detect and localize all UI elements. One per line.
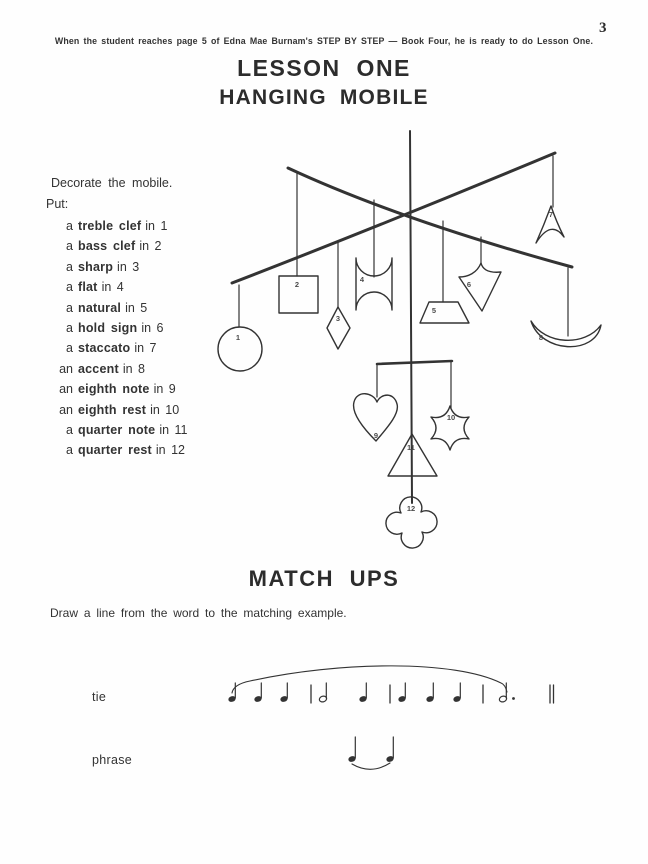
match-ups-title: MATCH UPS: [248, 566, 400, 591]
put-item: [46, 420, 188, 440]
item-term: eighth note: [78, 382, 150, 397]
put-item: [46, 400, 188, 420]
item-term: quarter rest: [78, 443, 152, 458]
item-article: a: [66, 239, 73, 254]
phrase-arc: [232, 666, 507, 693]
item-article: a: [66, 341, 73, 356]
item-term: eighth rest: [78, 402, 147, 417]
mobile-shape-star: [431, 406, 469, 450]
item-article: an: [59, 402, 73, 417]
mobile-shape-quatrefoil: [386, 497, 437, 548]
shape-number: 2: [294, 280, 300, 289]
item-term: treble clef: [78, 219, 142, 233]
instructions-lead: Decorate the mobile.: [51, 176, 173, 190]
phrase-example-notes: [348, 737, 395, 763]
page-number: 3: [599, 20, 607, 36]
item-rest: in 6: [141, 320, 164, 335]
mobile-shapes: [218, 206, 601, 548]
put-item: [46, 318, 188, 338]
match-ups-instruction: Draw a line from the word to the matching example.: [50, 606, 347, 620]
item-article: a: [66, 300, 73, 315]
item-rest: in 12: [155, 443, 185, 458]
lesson-subtitle: HANGING MOBILE: [219, 86, 429, 109]
item-rest: in 9: [153, 382, 176, 397]
item-rest: in 5: [125, 300, 148, 315]
mobile-shape-trapezoid: [420, 302, 469, 323]
mobile-shape-square: [279, 276, 318, 313]
mobile-shape-circle: [218, 327, 262, 371]
shape-number: 12: [406, 504, 416, 513]
put-list: [46, 216, 188, 461]
item-term: natural: [78, 300, 122, 315]
item-article: a: [66, 320, 73, 335]
mobile-strings: [239, 156, 568, 408]
put-item: [46, 338, 188, 358]
shape-number: 1: [235, 333, 241, 342]
item-article: an: [59, 361, 73, 376]
item-article: a: [66, 219, 73, 233]
item-article: a: [66, 443, 73, 458]
shape-number: 4: [359, 275, 365, 284]
tie-example: [228, 666, 554, 703]
mobile-lower-bar: [377, 361, 452, 364]
tie-curve: [352, 763, 390, 769]
mobile-shape-crescent: [531, 321, 601, 347]
item-term: quarter note: [78, 422, 156, 437]
put-item: [46, 440, 188, 460]
mobile-frame: [232, 131, 572, 503]
shape-number: 7: [548, 210, 554, 219]
mobile-shape-diamond: [327, 307, 350, 349]
item-rest: in 2: [139, 239, 162, 254]
item-term: accent: [78, 361, 119, 376]
put-item: [46, 298, 188, 318]
lesson-title: LESSON ONE: [237, 55, 411, 81]
mobile-shape-arrowhead-down: [459, 263, 501, 311]
phrase-example: [348, 737, 395, 769]
item-rest: in 7: [134, 341, 157, 356]
shape-number: 5: [431, 306, 437, 315]
mobile-shape-spool: [356, 258, 392, 310]
shape-number: 8: [538, 333, 544, 342]
mobile-shape-chevron-up: [536, 206, 564, 243]
mobile-bar-left-right: [288, 168, 572, 267]
item-rest: in 8: [122, 361, 145, 376]
put-item: [46, 359, 188, 379]
item-term: flat: [78, 280, 98, 295]
item-rest: in 3: [117, 259, 140, 274]
item-article: a: [66, 259, 73, 274]
item-rest: in 4: [101, 280, 124, 295]
put-item: [46, 216, 188, 236]
item-article: a: [66, 422, 73, 437]
item-article: a: [66, 280, 73, 295]
mobile-shape-triangle: [388, 434, 437, 476]
put-item: [46, 236, 188, 256]
mobile-shape-heart: [354, 394, 398, 441]
shape-number: 6: [466, 280, 472, 289]
item-rest: in 10: [150, 402, 180, 417]
put-item: [46, 277, 188, 297]
match-word-phrase[interactable]: phrase: [92, 753, 133, 767]
item-rest: in 1: [145, 219, 168, 233]
shape-number: 10: [446, 413, 456, 422]
tie-example-notes: [228, 683, 554, 703]
put-item: [46, 379, 188, 399]
match-word-tie[interactable]: tie: [92, 690, 107, 704]
item-term: staccato: [78, 341, 131, 356]
shape-number: 3: [335, 314, 341, 323]
shape-number: 11: [407, 443, 415, 452]
item-article: an: [59, 382, 73, 397]
item-rest: in 11: [159, 422, 188, 437]
item-term: bass clef: [78, 239, 136, 254]
mobile-center-rod: [410, 131, 412, 503]
mobile-bar-right-left: [232, 153, 555, 283]
shape-number: 9: [373, 431, 379, 440]
item-term: hold sign: [78, 320, 138, 335]
item-term: sharp: [78, 259, 114, 274]
intro-text: When the student reaches page 5 of Edna Mae Burnam's STEP BY STEP — Book Four, he is ready to do Lesson One.: [54, 36, 594, 46]
mobile-shape-numbers: [236, 210, 553, 513]
put-item: [46, 257, 188, 277]
instructions-put: Put:: [46, 197, 69, 211]
